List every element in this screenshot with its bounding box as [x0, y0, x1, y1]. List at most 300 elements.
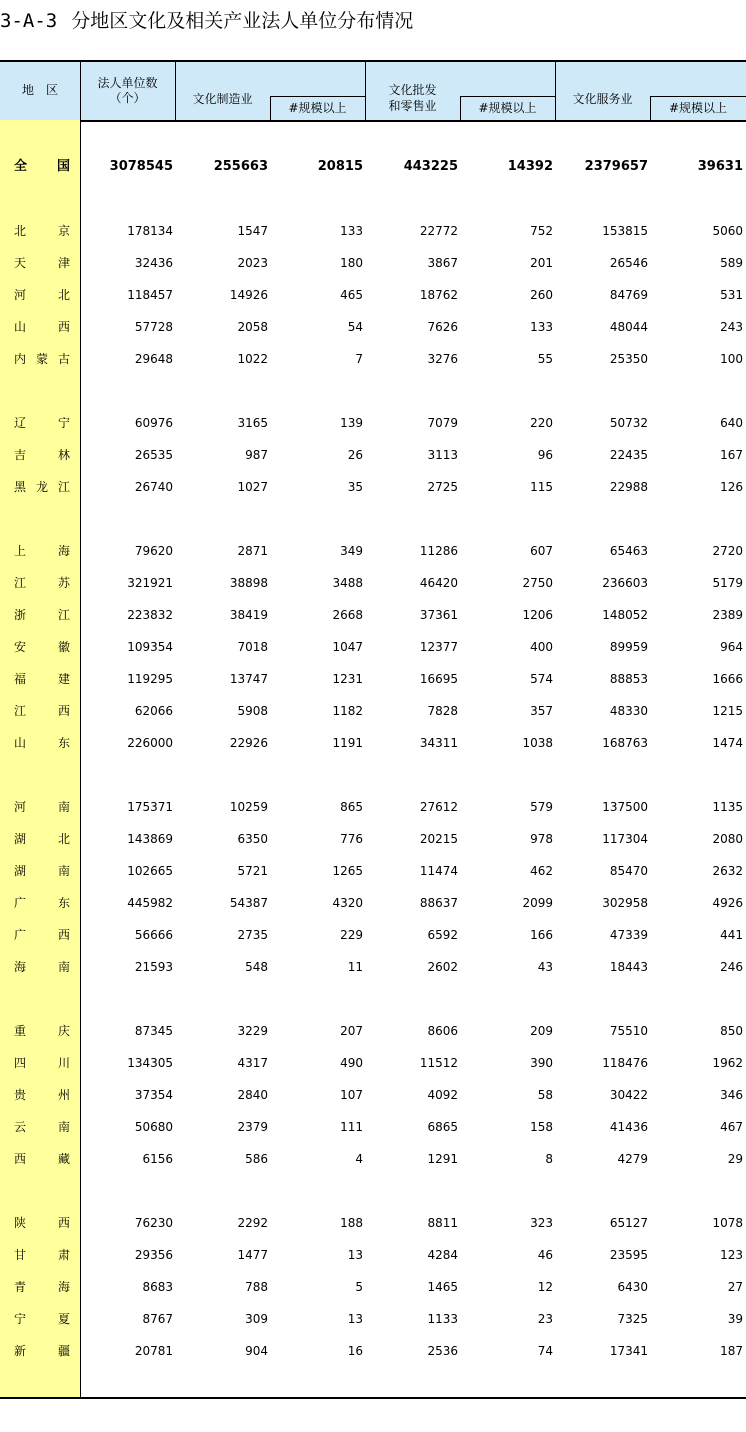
cell-value: 2840 — [237, 1088, 268, 1102]
cell-value: 1135 — [712, 800, 743, 814]
cell-value: 607 — [530, 544, 553, 558]
cell-value: 3165 — [237, 416, 268, 430]
cell-value: 3078545 — [109, 159, 173, 174]
region-name: 云南 — [14, 1120, 70, 1134]
cell-value: 209 — [530, 1024, 553, 1038]
cell-value: 175371 — [127, 800, 173, 814]
region-name: 安徽 — [14, 640, 70, 654]
table-row — [0, 605, 746, 625]
table-row — [0, 1309, 746, 1329]
table-row — [0, 221, 746, 241]
cell-value: 5179 — [712, 576, 743, 590]
cell-value: 37361 — [419, 608, 458, 622]
region-name: 海南 — [14, 960, 70, 974]
cell-value: 30422 — [609, 1088, 648, 1102]
region-name: 辽宁 — [14, 416, 70, 430]
cell-value: 987 — [245, 448, 268, 462]
cell-value: 20215 — [419, 832, 458, 846]
cell-value: 62066 — [134, 704, 173, 718]
cell-value: 21593 — [134, 960, 173, 974]
cell-value: 302958 — [602, 896, 648, 910]
cell-value: 2632 — [712, 864, 743, 878]
cell-value: 246 — [720, 960, 743, 974]
region-name: 全国 — [14, 159, 70, 174]
region-name: 黑龙江 — [14, 480, 70, 494]
cell-value: 8606 — [427, 1024, 458, 1038]
cell-value: 54 — [347, 320, 363, 334]
cell-value: 1477 — [237, 1248, 268, 1262]
region-name: 甘肃 — [14, 1248, 70, 1262]
cell-value: 187 — [720, 1344, 743, 1358]
cell-value: 531 — [720, 288, 743, 302]
cell-value: 2023 — [237, 256, 268, 270]
cell-value: 167 — [720, 448, 743, 462]
cell-value: 8811 — [427, 1216, 458, 1230]
cell-value: 84769 — [609, 288, 648, 302]
cell-value: 34311 — [419, 736, 458, 750]
cell-value: 309 — [245, 1312, 268, 1326]
cell-value: 46420 — [419, 576, 458, 590]
region-name: 湖北 — [14, 832, 70, 846]
region-name: 湖南 — [14, 864, 70, 878]
cell-value: 776 — [340, 832, 363, 846]
cell-value: 7325 — [617, 1312, 648, 1326]
region-name: 贵州 — [14, 1088, 70, 1102]
cell-value: 29 — [727, 1152, 743, 1166]
header-services: 文化服务业 — [572, 92, 633, 106]
table-row — [0, 957, 746, 977]
cell-value: 357 — [530, 704, 553, 718]
cell-value: 180 — [340, 256, 363, 270]
cell-value: 2725 — [427, 480, 458, 494]
cell-value: 1474 — [712, 736, 743, 750]
cell-value: 12 — [537, 1280, 553, 1294]
cell-value: 107 — [340, 1088, 363, 1102]
cell-value: 640 — [720, 416, 743, 430]
cell-value: 467 — [720, 1120, 743, 1134]
cell-value: 7626 — [427, 320, 458, 334]
cell-value: 4317 — [237, 1056, 268, 1070]
cell-value: 207 — [340, 1024, 363, 1038]
cell-value: 904 — [245, 1344, 268, 1358]
cell-value: 118476 — [602, 1056, 648, 1070]
cell-value: 117304 — [602, 832, 648, 846]
cell-value: 4279 — [617, 1152, 648, 1166]
cell-value: 188 — [340, 1216, 363, 1230]
cell-value: 4092 — [427, 1088, 458, 1102]
header-wholesale-retail-line1: 文化批发 — [388, 83, 437, 97]
table-row — [0, 701, 746, 721]
region-name: 江苏 — [14, 576, 70, 590]
cell-value: 346 — [720, 1088, 743, 1102]
cell-value: 60976 — [134, 416, 173, 430]
cell-value: 22988 — [609, 480, 648, 494]
cell-value: 2292 — [237, 1216, 268, 1230]
cell-value: 1133 — [427, 1312, 458, 1326]
table-row — [0, 317, 746, 337]
table-row — [0, 285, 746, 305]
cell-value: 88637 — [419, 896, 458, 910]
cell-value: 2379 — [237, 1120, 268, 1134]
cell-value: 65127 — [609, 1216, 648, 1230]
cell-value: 56666 — [134, 928, 173, 942]
bottom-rule — [0, 1397, 746, 1399]
cell-value: 1182 — [332, 704, 363, 718]
cell-value: 25350 — [609, 352, 648, 366]
region-name: 浙江 — [14, 608, 70, 622]
cell-value: 111 — [340, 1120, 363, 1134]
header-manufacturing-above-scale: #规模以上 — [288, 101, 347, 115]
cell-value: 38419 — [229, 608, 268, 622]
table-row — [0, 573, 746, 593]
cell-value: 75510 — [609, 1024, 648, 1038]
region-name: 新疆 — [14, 1344, 70, 1358]
cell-value: 48044 — [609, 320, 648, 334]
cell-value: 1027 — [237, 480, 268, 494]
table-title: 分地区文化及相关产业法人单位分布情况 — [71, 10, 414, 32]
cell-value: 323 — [530, 1216, 553, 1230]
header-region: 地 区 — [21, 83, 58, 97]
cell-value: 26535 — [134, 448, 173, 462]
cell-value: 6430 — [617, 1280, 648, 1294]
table-row — [0, 1053, 746, 1073]
cell-value: 6350 — [237, 832, 268, 846]
cell-value: 2871 — [237, 544, 268, 558]
cell-value: 22926 — [229, 736, 268, 750]
cell-value: 87345 — [134, 1024, 173, 1038]
cell-value: 89959 — [609, 640, 648, 654]
cell-value: 29648 — [134, 352, 173, 366]
table-row — [0, 1085, 746, 1105]
cell-value: 126 — [720, 480, 743, 494]
cell-value: 123 — [720, 1248, 743, 1262]
region-name: 四川 — [14, 1056, 70, 1070]
cell-value: 57728 — [134, 320, 173, 334]
cell-value: 18762 — [419, 288, 458, 302]
cell-value: 109354 — [127, 640, 173, 654]
cell-value: 11286 — [419, 544, 458, 558]
cell-value: 6865 — [427, 1120, 458, 1134]
cell-value: 2389 — [712, 608, 743, 622]
cell-value: 3113 — [427, 448, 458, 462]
table-row — [0, 1277, 746, 1297]
table-row — [0, 477, 746, 497]
cell-value: 1206 — [522, 608, 553, 622]
cell-value: 2058 — [237, 320, 268, 334]
cell-value: 8 — [545, 1152, 553, 1166]
region-name: 天津 — [14, 256, 70, 270]
cell-value: 978 — [530, 832, 553, 846]
cell-value: 2668 — [332, 608, 363, 622]
table-row — [0, 797, 746, 817]
cell-value: 178134 — [127, 224, 173, 238]
table-row — [0, 1149, 746, 1169]
cell-value: 23595 — [609, 1248, 648, 1262]
cell-value: 88853 — [609, 672, 648, 686]
header-manufacturing: 文化制造业 — [192, 92, 253, 106]
table-row — [0, 1341, 746, 1361]
cell-value: 7018 — [237, 640, 268, 654]
cell-value: 1191 — [332, 736, 363, 750]
region-name: 山西 — [14, 320, 70, 334]
cell-value: 2080 — [712, 832, 743, 846]
cell-value: 321921 — [127, 576, 173, 590]
cell-value: 35 — [347, 480, 363, 494]
cell-value: 58 — [537, 1088, 553, 1102]
cell-value: 3867 — [427, 256, 458, 270]
cell-value: 8767 — [142, 1312, 173, 1326]
cell-value: 850 — [720, 1024, 743, 1038]
cell-value: 16695 — [419, 672, 458, 686]
cell-value: 445982 — [127, 896, 173, 910]
cell-value: 17341 — [609, 1344, 648, 1358]
cell-value: 47339 — [609, 928, 648, 942]
region-name: 江西 — [14, 704, 70, 718]
cell-value: 39631 — [697, 159, 743, 174]
header-wholesale-retail-line2: 和零售业 — [388, 99, 437, 113]
cell-value: 4320 — [332, 896, 363, 910]
cell-value: 243 — [720, 320, 743, 334]
total-row — [0, 157, 746, 177]
region-name: 重庆 — [14, 1024, 70, 1038]
cell-value: 54387 — [229, 896, 268, 910]
cell-value: 788 — [245, 1280, 268, 1294]
cell-value: 490 — [340, 1056, 363, 1070]
cell-value: 443225 — [403, 159, 458, 174]
cell-value: 441 — [720, 928, 743, 942]
header-services-above-scale: #规模以上 — [668, 101, 728, 115]
cell-value: 137500 — [602, 800, 648, 814]
table-row — [0, 1117, 746, 1137]
cell-value: 589 — [720, 256, 743, 270]
cell-value: 102665 — [127, 864, 173, 878]
cell-value: 43 — [537, 960, 553, 974]
cell-value: 229 — [340, 928, 363, 942]
cell-value: 2720 — [712, 544, 743, 558]
cell-value: 48330 — [609, 704, 648, 718]
cell-value: 46 — [537, 1248, 553, 1262]
table-row — [0, 445, 746, 465]
cell-value: 38898 — [229, 576, 268, 590]
cell-value: 18443 — [609, 960, 648, 974]
cell-value: 158 — [530, 1120, 553, 1134]
cell-value: 22435 — [609, 448, 648, 462]
cell-value: 10259 — [229, 800, 268, 814]
cell-value: 201 — [530, 256, 553, 270]
cell-value: 2750 — [522, 576, 553, 590]
cell-value: 74 — [537, 1344, 553, 1358]
header-wholesale-above-scale: #规模以上 — [478, 101, 537, 115]
cell-value: 14392 — [507, 159, 553, 174]
region-name: 广西 — [14, 928, 70, 942]
cell-value: 1078 — [712, 1216, 743, 1230]
cell-value: 134305 — [127, 1056, 173, 1070]
cell-value: 139 — [340, 416, 363, 430]
cell-value: 26740 — [134, 480, 173, 494]
cell-value: 13747 — [229, 672, 268, 686]
region-name: 西藏 — [14, 1152, 70, 1166]
cell-value: 143869 — [127, 832, 173, 846]
cell-value: 29356 — [134, 1248, 173, 1262]
region-name: 北京 — [14, 224, 70, 238]
cell-value: 6156 — [142, 1152, 173, 1166]
cell-value: 27612 — [419, 800, 458, 814]
cell-value: 3229 — [237, 1024, 268, 1038]
table-row — [0, 349, 746, 369]
cell-value: 1265 — [332, 864, 363, 878]
cell-value: 118457 — [127, 288, 173, 302]
region-name: 吉林 — [14, 448, 70, 462]
cell-value: 20781 — [134, 1344, 173, 1358]
cell-value: 100 — [720, 352, 743, 366]
cell-value: 964 — [720, 640, 743, 654]
cell-value: 1215 — [712, 704, 743, 718]
cell-value: 37354 — [134, 1088, 173, 1102]
cell-value: 79620 — [134, 544, 173, 558]
cell-value: 32436 — [134, 256, 173, 270]
region-name: 广东 — [14, 896, 70, 910]
cell-value: 76230 — [134, 1216, 173, 1230]
table-code: 3-A-3 — [0, 10, 58, 32]
cell-value: 153815 — [602, 224, 648, 238]
cell-value: 260 — [530, 288, 553, 302]
cell-value: 2099 — [522, 896, 553, 910]
cell-value: 1547 — [237, 224, 268, 238]
cell-value: 6592 — [427, 928, 458, 942]
cell-value: 2536 — [427, 1344, 458, 1358]
table-row — [0, 541, 746, 561]
table-row — [0, 733, 746, 753]
cell-value: 7828 — [427, 704, 458, 718]
header-total-units: 法人单位数 — [97, 76, 158, 90]
cell-value: 752 — [530, 224, 553, 238]
cell-value: 115 — [530, 480, 553, 494]
cell-value: 22772 — [419, 224, 458, 238]
cell-value: 1038 — [522, 736, 553, 750]
cell-value: 16 — [347, 1344, 363, 1358]
cell-value: 41436 — [609, 1120, 648, 1134]
cell-value: 119295 — [127, 672, 173, 686]
cell-value: 26546 — [609, 256, 648, 270]
cell-value: 548 — [245, 960, 268, 974]
region-name: 宁夏 — [14, 1312, 70, 1326]
cell-value: 39 — [727, 1312, 743, 1326]
cell-value: 1231 — [332, 672, 363, 686]
cell-value: 1465 — [427, 1280, 458, 1294]
cell-value: 26 — [347, 448, 363, 462]
cell-value: 2379657 — [584, 159, 648, 174]
cell-value: 1022 — [237, 352, 268, 366]
region-name: 山东 — [14, 736, 70, 750]
table-row — [0, 669, 746, 689]
table-row — [0, 1213, 746, 1233]
cell-value: 236603 — [602, 576, 648, 590]
table-row — [0, 829, 746, 849]
cell-value: 579 — [530, 800, 553, 814]
cell-value: 5 — [355, 1280, 363, 1294]
region-name: 河北 — [14, 288, 70, 302]
cell-value: 148052 — [602, 608, 648, 622]
cell-value: 1291 — [427, 1152, 458, 1166]
cell-value: 50732 — [609, 416, 648, 430]
cell-value: 11474 — [419, 864, 458, 878]
cell-value: 23 — [537, 1312, 553, 1326]
cell-value: 226000 — [127, 736, 173, 750]
cell-value: 865 — [340, 800, 363, 814]
cell-value: 168763 — [602, 736, 648, 750]
cell-value: 5060 — [712, 224, 743, 238]
cell-value: 27 — [727, 1280, 743, 1294]
cell-value: 65463 — [609, 544, 648, 558]
cell-value: 220 — [530, 416, 553, 430]
cell-value: 462 — [530, 864, 553, 878]
cell-value: 586 — [245, 1152, 268, 1166]
region-name: 青海 — [14, 1280, 70, 1294]
cell-value: 13 — [347, 1248, 363, 1262]
cell-value: 7 — [355, 352, 363, 366]
cell-value: 4284 — [427, 1248, 458, 1262]
cell-value: 4 — [355, 1152, 363, 1166]
cell-value: 50680 — [134, 1120, 173, 1134]
cell-value: 14926 — [229, 288, 268, 302]
cell-value: 5721 — [237, 864, 268, 878]
cell-value: 4926 — [712, 896, 743, 910]
region-name: 陕西 — [14, 1216, 70, 1230]
cell-value: 400 — [530, 640, 553, 654]
cell-value: 1047 — [332, 640, 363, 654]
region-name: 福建 — [14, 672, 70, 686]
cell-value: 133 — [340, 224, 363, 238]
region-name: 上海 — [14, 544, 70, 558]
region-name: 河南 — [14, 800, 70, 814]
cell-value: 1666 — [712, 672, 743, 686]
table-row — [0, 253, 746, 273]
cell-value: 574 — [530, 672, 553, 686]
cell-value: 390 — [530, 1056, 553, 1070]
cell-value: 166 — [530, 928, 553, 942]
cell-value: 96 — [537, 448, 553, 462]
cell-value: 3488 — [332, 576, 363, 590]
region-name: 内蒙古 — [14, 352, 70, 366]
table-row — [0, 893, 746, 913]
cell-value: 55 — [537, 352, 553, 366]
cell-value: 7079 — [427, 416, 458, 430]
table-row — [0, 1021, 746, 1041]
cell-value: 465 — [340, 288, 363, 302]
table-row — [0, 413, 746, 433]
cell-value: 11512 — [419, 1056, 458, 1070]
header-total-units-unit: （个） — [109, 91, 146, 105]
cell-value: 133 — [530, 320, 553, 334]
cell-value: 11 — [347, 960, 363, 974]
cell-value: 12377 — [419, 640, 458, 654]
cell-value: 2735 — [237, 928, 268, 942]
cell-value: 5908 — [237, 704, 268, 718]
cell-value: 2602 — [427, 960, 458, 974]
cell-value: 255663 — [213, 159, 268, 174]
table-row — [0, 925, 746, 945]
cell-value: 20815 — [317, 159, 363, 174]
cell-value: 1962 — [712, 1056, 743, 1070]
cell-value: 349 — [340, 544, 363, 558]
table-row — [0, 1245, 746, 1265]
cell-value: 3276 — [427, 352, 458, 366]
table-row — [0, 861, 746, 881]
cell-value: 223832 — [127, 608, 173, 622]
cell-value: 13 — [347, 1312, 363, 1326]
cell-value: 85470 — [609, 864, 648, 878]
cell-value: 8683 — [142, 1280, 173, 1294]
